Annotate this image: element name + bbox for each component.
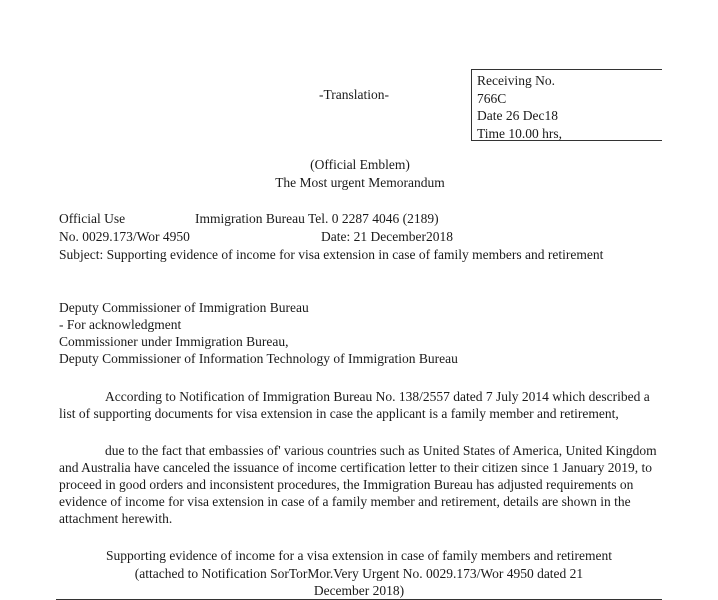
translation-label: -Translation- — [319, 87, 389, 102]
receipt-date: Date 26 Dec18 — [477, 108, 558, 123]
receipt-stamp-box — [471, 69, 662, 141]
body-paragraph-2: due to the fact that embassies of' various countries such as United States of America, United Kingdom and Australia have canceled the issuance of income certification letter to their citizen since 1 January 2019, to proceed in good orders and inconsistent procedures, the Immigration Bureau has adjusted requirements on evidence of income for visa extension in case of a family member and retirement, details are shown in the attachment herewith. — [59, 443, 657, 526]
memo-type: The Most urgent Memorandum — [275, 175, 445, 190]
recipient-line: - For acknowledgment — [59, 317, 182, 332]
recipients — [59, 299, 659, 367]
attachment-title: Supporting evidence of income for a visa extension in case of family members and retirement — [105, 548, 613, 563]
attachment-subtitle: (attached to Notification SorTorMor.Very Urgent No. 0029.173/Wor 4950 dated 21 December 2018) — [134, 565, 584, 598]
recipient-line: Deputy Commissioner of Information Technology of Immigration Bureau — [59, 351, 458, 366]
receipt-time: Time 10.00 hrs, — [477, 125, 563, 141]
body-paragraph-1: According to Notification of Immigration Bureau No. 138/2557 dated 7 July 2014 which described a list of supporting documents for visa extension in case the applicant is a family member and retirement, — [59, 389, 650, 421]
recipient-line: Commissioner under Immigration Bureau, — [59, 334, 289, 349]
receiving-no: 766C — [477, 90, 507, 106]
recipient-line: Deputy Commissioner of Immigration Bureau — [59, 300, 309, 315]
subject: Subject: Supporting evidence of income for visa extension in case of family members and retirement — [59, 247, 604, 262]
document-number: No. 0029.173/Wor 4950 — [59, 229, 190, 244]
receiving-no-label: Receiving No. — [477, 73, 555, 88]
official-emblem: (Official Emblem) — [310, 157, 410, 172]
official-use: Official Use — [59, 211, 126, 226]
document-date: Date: 21 December2018 — [321, 229, 453, 244]
attachment-heading — [56, 547, 662, 600]
bureau-tel: Immigration Bureau Tel. 0 2287 4046 (2189) — [195, 211, 439, 226]
